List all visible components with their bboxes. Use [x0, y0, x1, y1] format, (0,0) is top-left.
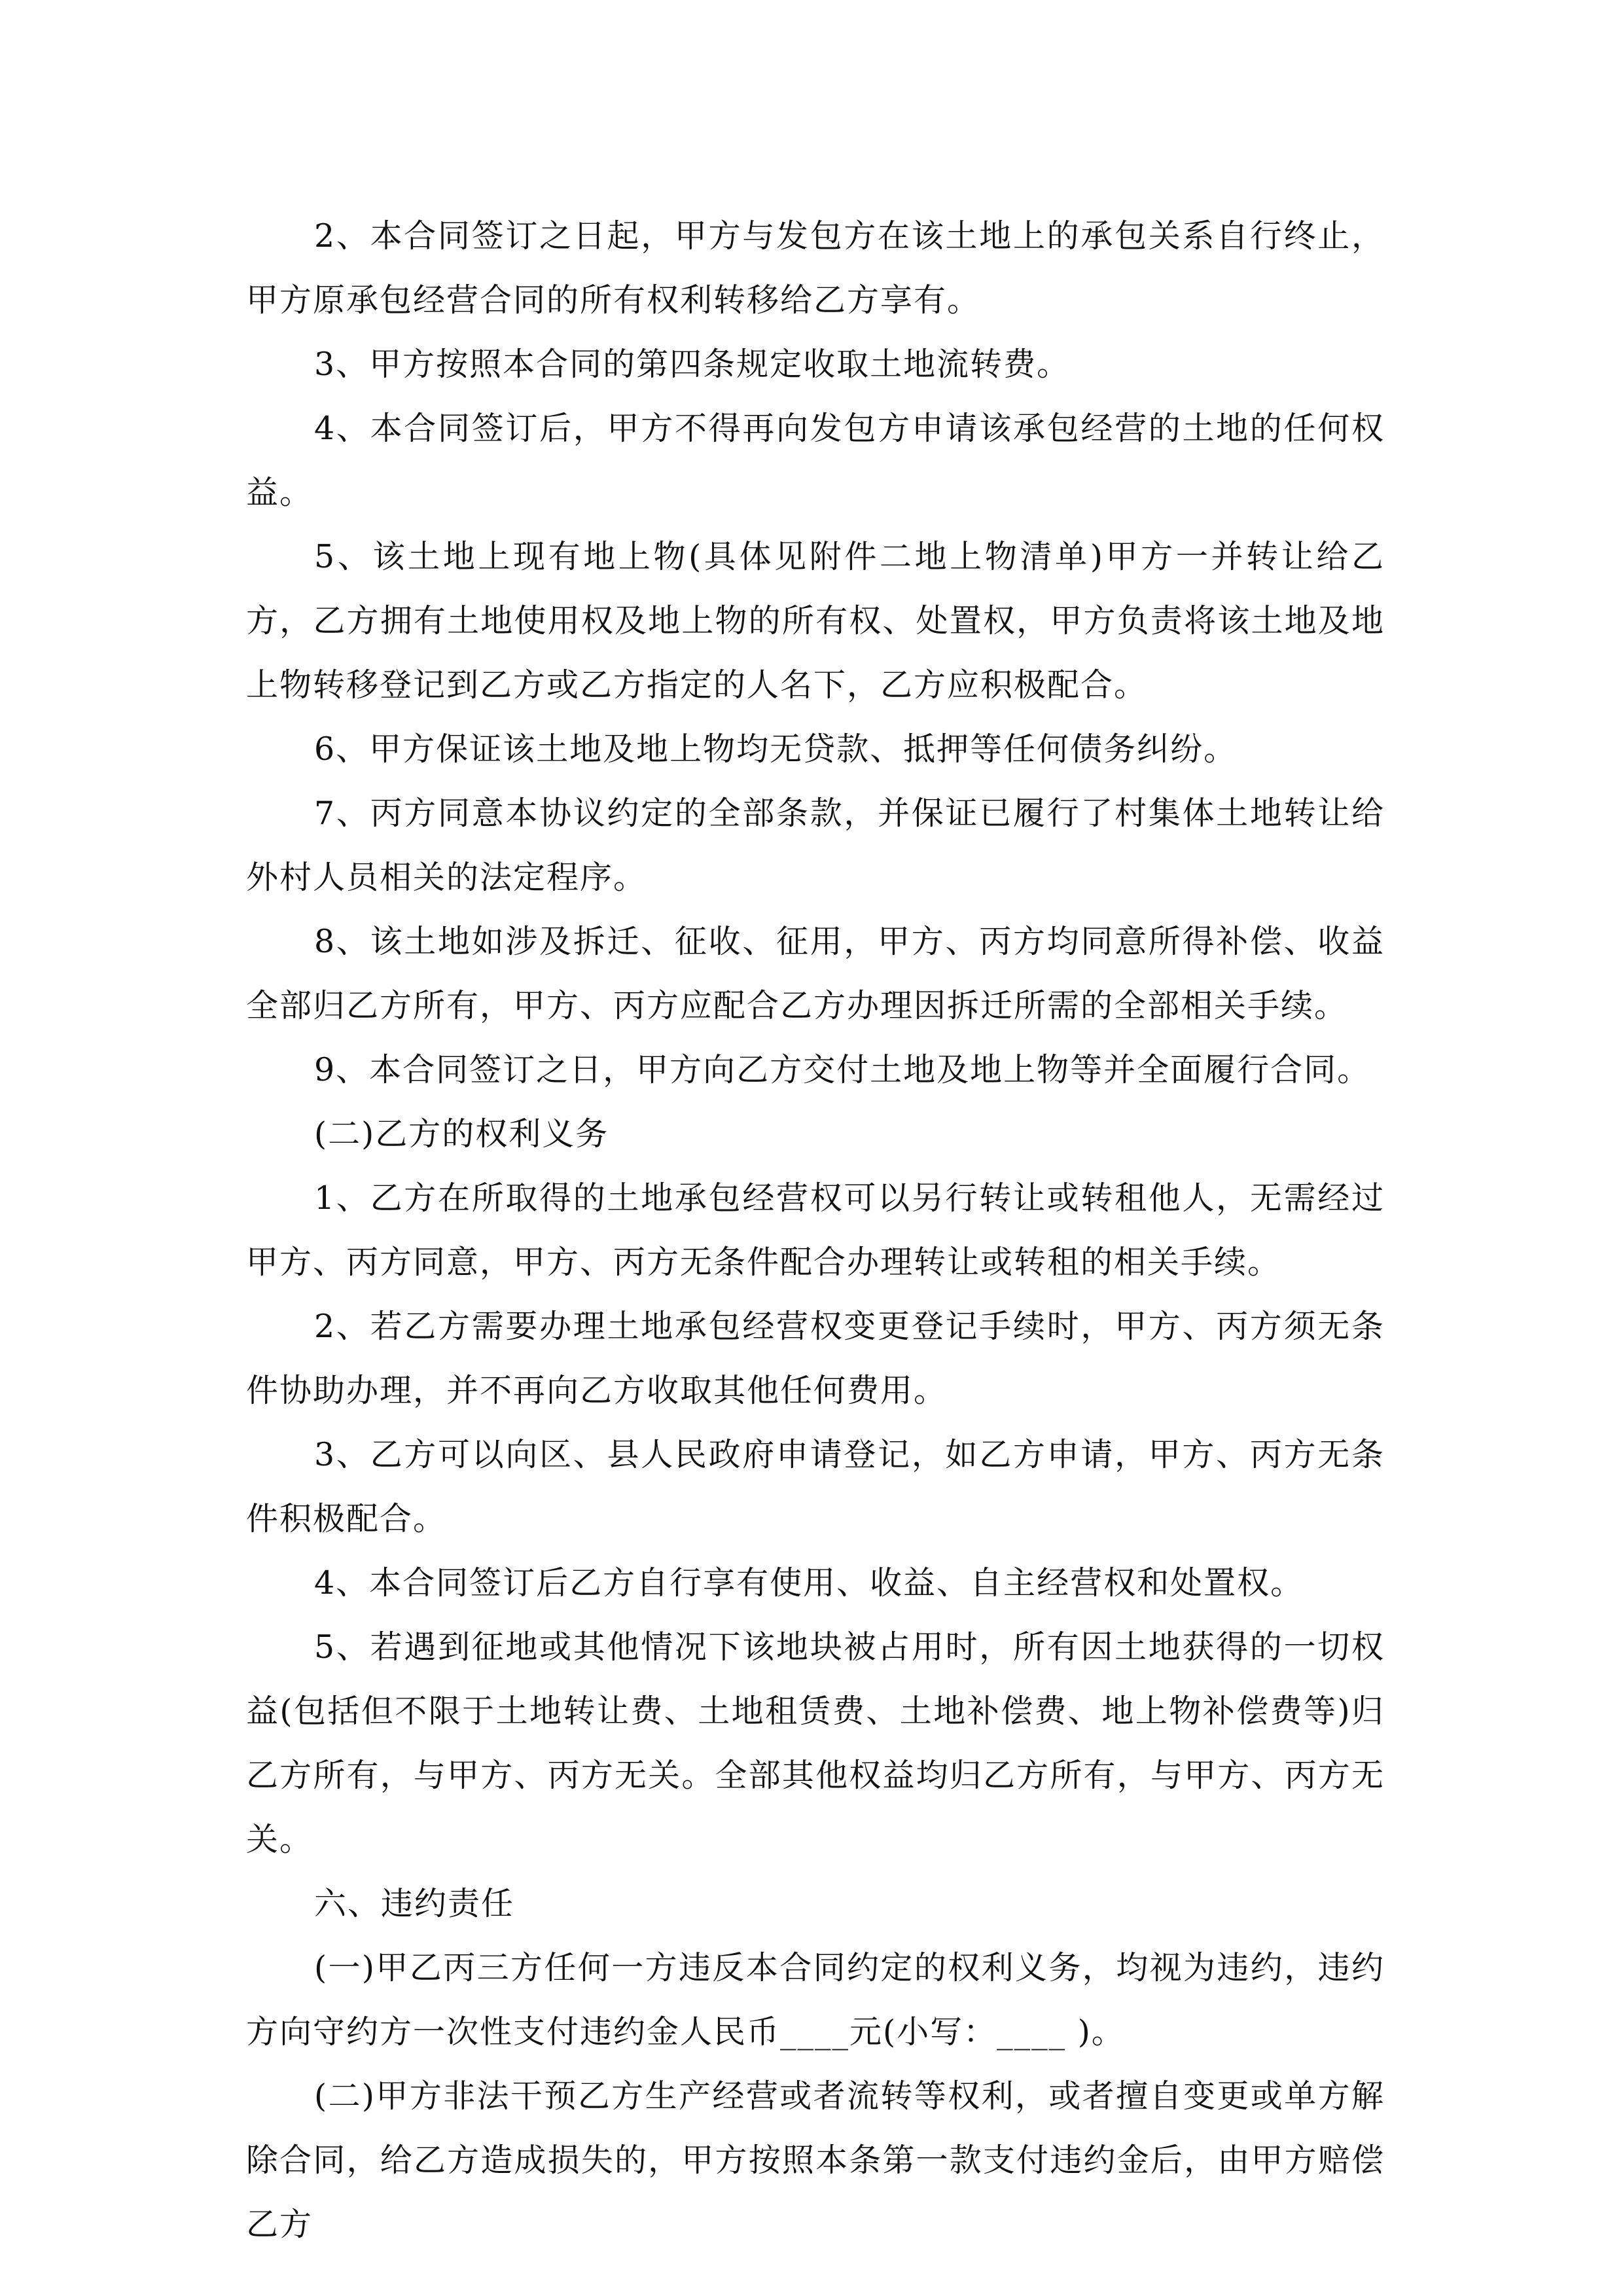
- clause-paragraph: 3、甲方按照本合同的第四条规定收取土地流转费。: [314, 346, 1071, 383]
- clause-paragraph: (二)甲方非法干预乙方生产经营或者流转等权利，或者擅自变更或单方解除合同，给乙方造成损失的，甲方按照本条第一款支付违约金后，由甲方赔偿乙方: [246, 2077, 1385, 2243]
- clause-paragraph: (一)甲乙丙三方任何一方违反本合同约定的权利义务，均视为违约，违约方向守约方一次性支付违约金人民币____元(小写：____ )。: [246, 1949, 1385, 2051]
- section-heading: 六、违约责任: [314, 1885, 515, 1922]
- clause-paragraph: 2、本合同签订之日起，甲方与发包方在该土地上的承包关系自行终止，甲方原承包经营合同的所有权利转移给乙方享有。: [246, 217, 1385, 319]
- document-body: [246, 204, 1385, 2257]
- clause-paragraph: 5、若遇到征地或其他情况下该地块被占用时，所有因土地获得的一切权益(包括但不限于土地转让费、土地租赁费、土地补偿费、地上物补偿费等)归乙方所有，与甲方、丙方无关。全部其他权益均归乙方所有，与甲方、丙方无关。: [246, 1628, 1385, 1858]
- clause-paragraph: 4、本合同签订后乙方自行享有使用、收益、自主经营权和处置权。: [314, 1564, 1304, 1602]
- clause-paragraph: 3、乙方可以向区、县人民政府申请登记，如乙方申请，甲方、丙方无条件积极配合。: [246, 1436, 1385, 1537]
- clause-paragraph: 1、乙方在所取得的土地承包经营权可以另行转让或转租他人，无需经过甲方、丙方同意，甲方、丙方无条件配合办理转让或转租的相关手续。: [246, 1179, 1385, 1281]
- section-heading: (二)乙方的权利义务: [314, 1115, 609, 1153]
- clause-paragraph: 7、丙方同意本协议约定的全部条款，并保证已履行了村集体土地转让给外村人员相关的法定程序。: [246, 795, 1385, 896]
- clause-paragraph: 6、甲方保证该土地及地上物均无贷款、抵押等任何债务纠纷。: [314, 730, 1238, 768]
- clause-paragraph: 4、本合同签订后，甲方不得再向发包方申请该承包经营的土地的任何权益。: [246, 410, 1385, 511]
- clause-paragraph: 5、该土地上现有地上物(具体见附件二地上物清单)甲方一并转让给乙方，乙方拥有土地使用权及地上物的所有权、处置权，甲方负责将该土地及地上物转移登记到乙方或乙方指定的人名下，乙方应积极配合。: [246, 538, 1385, 704]
- clause-paragraph: 9、本合同签订之日，甲方向乙方交付土地及地上物等并全面履行合同。: [314, 1051, 1371, 1088]
- clause-paragraph: 2、若乙方需要办理土地承包经营权变更登记手续时，甲方、丙方须无条件协助办理，并不再向乙方收取其他任何费用。: [246, 1308, 1385, 1409]
- clause-paragraph: 8、该土地如涉及拆迁、征收、征用，甲方、丙方均同意所得补偿、收益全部归乙方所有，甲方、丙方应配合乙方办理因拆迁所需的全部相关手续。: [246, 923, 1385, 1024]
